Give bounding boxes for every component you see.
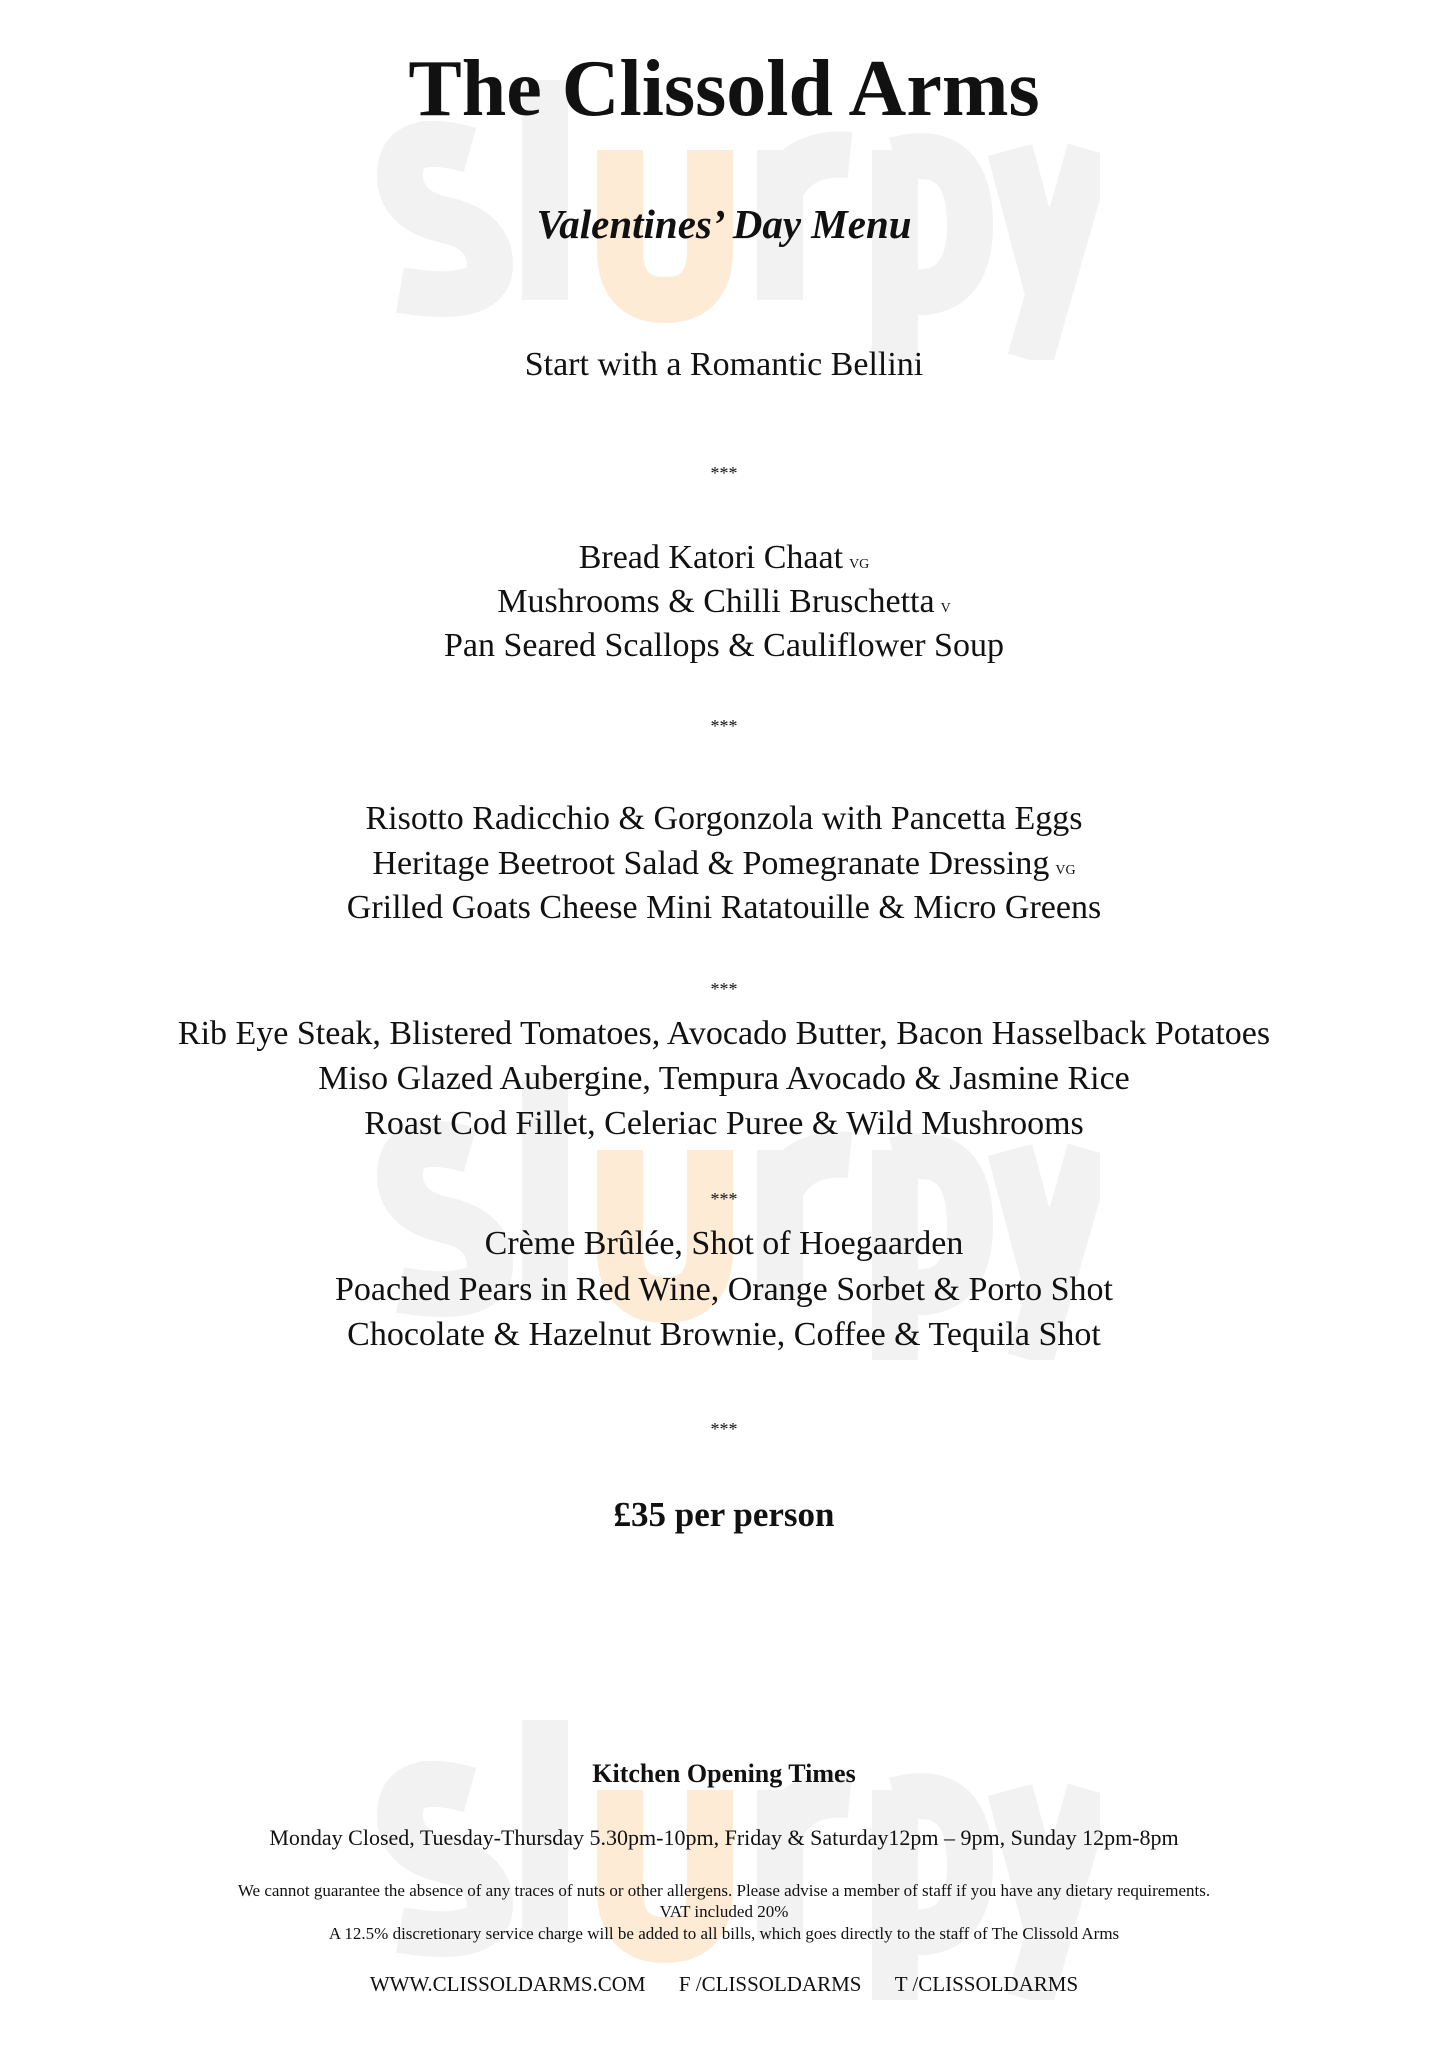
price: £35 per person xyxy=(613,1495,835,1534)
dietary-tag: v xyxy=(940,595,951,617)
restaurant-title: The Clissold Arms xyxy=(408,45,1040,133)
intro-line: Start with a Romantic Bellini xyxy=(524,346,924,383)
dietary-tag: vg xyxy=(1055,857,1076,879)
menu-item: Heritage Beetroot Salad & Pomegranate Dressing vg xyxy=(372,845,1076,882)
separator: *** xyxy=(710,1189,738,1209)
contact-links xyxy=(0,1972,1448,1997)
separator: *** xyxy=(710,463,738,483)
menu-item: Bread Katori Chaat vg xyxy=(578,539,870,576)
separator: *** xyxy=(710,979,738,999)
opening-hours: Monday Closed, Tuesday-Thursday 5.30pm-10pm, Friday & Saturday12pm – 9pm, Sunday 12pm-8pm xyxy=(269,1825,1179,1850)
menu-item: Miso Glazed Aubergine, Tempura Avocado & Jasmine Rice xyxy=(318,1060,1130,1097)
facebook-link[interactable]: F /CLISSOLDARMS xyxy=(678,1972,862,1996)
separator: *** xyxy=(710,1419,738,1439)
menu-subtitle: Valentines’ Day Menu xyxy=(536,201,912,247)
allergen-notice: We cannot guarantee the absence of any traces of nuts or other allergens. Please advise a member of staff if you have any dietary requirements. xyxy=(237,1881,1211,1900)
menu-item: Poached Pears in Red Wine, Orange Sorbet & Porto Shot xyxy=(335,1271,1113,1308)
service-charge-notice: A 12.5% discretionary service charge will be added to all bills, which goes directly to the staff of The Clissold Arms xyxy=(328,1924,1120,1943)
website-link[interactable]: WWW.CLISSOLDARMS.COM xyxy=(369,1972,646,1996)
menu-item: Grilled Goats Cheese Mini Ratatouille & Micro Greens xyxy=(346,889,1102,926)
menu-item: Crème Brûlée, Shot of Hoegaarden xyxy=(484,1225,964,1262)
menu-item: Roast Cod Fillet, Celeriac Puree & Wild Mushrooms xyxy=(364,1105,1084,1142)
twitter-link[interactable]: T /CLISSOLDARMS xyxy=(894,1972,1079,1996)
dietary-tag: vg xyxy=(849,551,870,573)
menu-item: Chocolate & Hazelnut Brownie, Coffee & Tequila Shot xyxy=(347,1316,1101,1353)
menu-item: Risotto Radicchio & Gorgonzola with Pancetta Eggs xyxy=(365,800,1083,837)
menu-item: Mushrooms & Chilli Bruschetta v xyxy=(497,583,951,620)
vat-notice: VAT included 20% xyxy=(659,1902,789,1921)
menu-item: Rib Eye Steak, Blistered Tomatoes, Avocado Butter, Bacon Hasselback Potatoes xyxy=(177,1015,1271,1052)
separator: *** xyxy=(710,716,738,736)
menu-item: Pan Seared Scallops & Cauliflower Soup xyxy=(444,627,1004,664)
kitchen-times-heading: Kitchen Opening Times xyxy=(592,1759,856,1788)
